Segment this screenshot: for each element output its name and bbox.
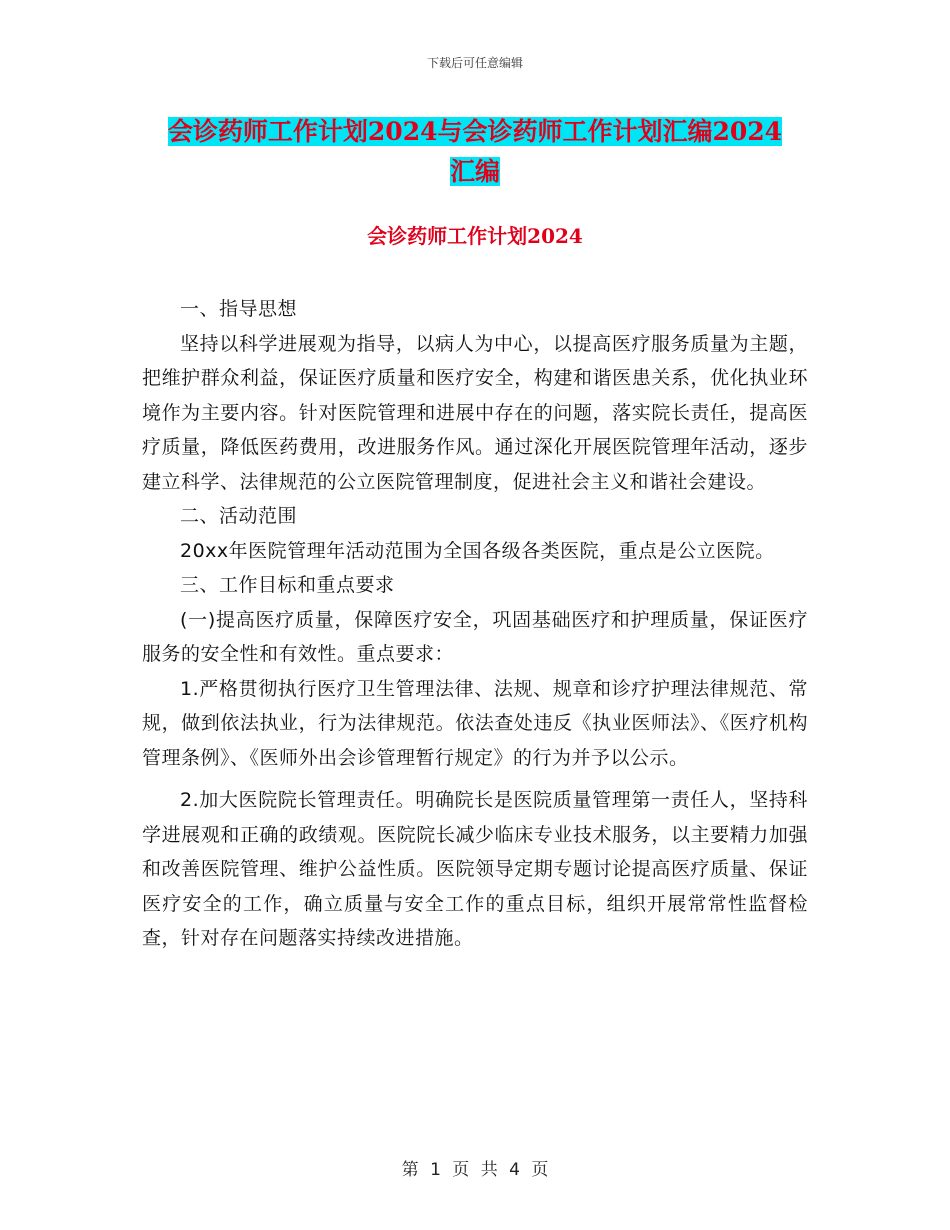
- document-body: [142, 292, 808, 956]
- document-title: [140, 112, 810, 192]
- heading-activity-scope: 二、活动范围: [180, 505, 298, 527]
- page-footer: 第 1 页 共 4 页: [401, 1160, 549, 1180]
- section-title: 会诊药师工作计划2024: [367, 224, 583, 248]
- document-title-line-2: 汇编: [449, 157, 500, 186]
- heading-guiding-ideology: 一、指导思想: [180, 298, 298, 320]
- paragraph: (一)提高医疗质量，保障医疗安全，巩固基础医疗和护理质量，保证医疗服务的安全性和有效性。重点要求：: [142, 608, 808, 665]
- paragraph: 坚持以科学进展观为指导，以病人为中心，以提高医疗服务质量为主题，把维护群众利益，保证医疗质量和医疗安全，构建和谐医患关系，优化执业环境作为主要内容。针对医院管理和进展中存在的问题，落实院长责任，提高医疗质量，降低医药费用，改进服务作风。通过深化开展医院管理年活动，逐步建立科学、法律规范的公立医院管理制度，促进社会主义和谐社会建设。: [142, 332, 808, 493]
- header-note: 下载后可任意编辑: [426, 56, 523, 70]
- paragraph: 20xx年医院管理年活动范围为全国各级各类医院，重点是公立医院。: [180, 539, 775, 562]
- paragraph: 1.严格贯彻执行医疗卫生管理法律、法规、规章和诊疗护理法律规范、常规，做到依法执业，行为法律规范。依法查处违反《执业医师法》、《医疗机构管理条例》、《医师外出会诊管理暂行规定》的行为并予以公示。: [142, 677, 808, 769]
- document-title-line-1: 会诊药师工作计划2024与会诊药师工作计划汇编2024: [167, 117, 783, 146]
- heading-work-goals: 三、工作目标和重点要求: [180, 574, 395, 596]
- paragraph: 2.加大医院院长管理责任。明确院长是医院质量管理第一责任人，坚持科学进展观和正确的政绩观。医院院长减少临床专业技术服务，以主要精力加强和改善医院管理、维护公益性质。医院领导定期专题讨论提高医疗质量、保证医疗安全的工作，确立质量与安全工作的重点目标，组织开展常常性监督检查，针对存在问题落实持续改进措施。: [142, 789, 808, 949]
